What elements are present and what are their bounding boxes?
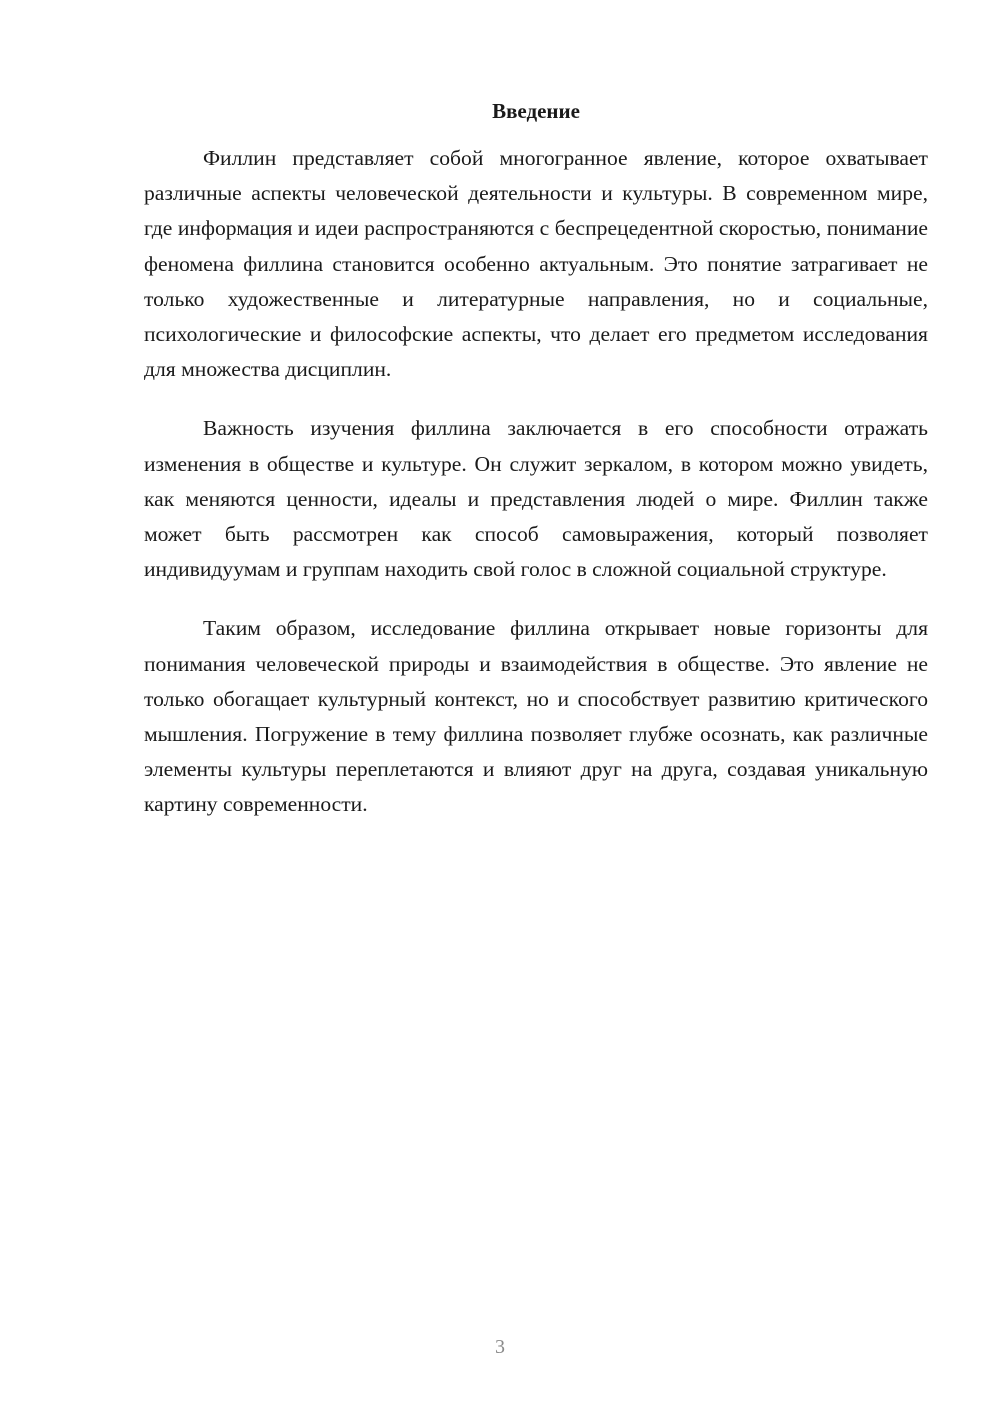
paragraph-1: Филлин представляет собой многогранное явление, которое охватывает различные аспекты человеческой деятельности и культуры. В современном мире, где информация и идеи распространяются с беспрецедентной скоростью, понимание феномена филлина становится особенно актуальным. Это понятие затрагивает не только художественные и литературные направления, но и социальные, психологические и философские аспекты, что делает его предметом исследования для множества дисциплин.: [144, 146, 928, 382]
page-content: [144, 94, 928, 847]
paragraph-2: Важность изучения филлина заключается в его способности отражать изменения в обществе и культуре. Он служит зеркалом, в котором можно увидеть, как меняются ценности, идеалы и представления людей о мире. Филлин также может быть рассмотрен как способ самовыражения, который позволяет индивидуумам и группам находить свой голос в сложной социальной структуре.: [144, 416, 928, 582]
page-number: 3: [495, 1336, 505, 1358]
section-heading: Введение: [492, 99, 580, 123]
paragraph-3: Таким образом, исследование филлина открывает новые горизонты для понимания человеческой природы и взаимодействия в обществе. Это явление не только обогащает культурный контекст, но и способствует развитию критического мышления. Погружение в тему филлина позволяет глубже осознать, как различные элементы культуры переплетаются и влияют друг на друга, создавая уникальную картину современности.: [144, 616, 928, 817]
